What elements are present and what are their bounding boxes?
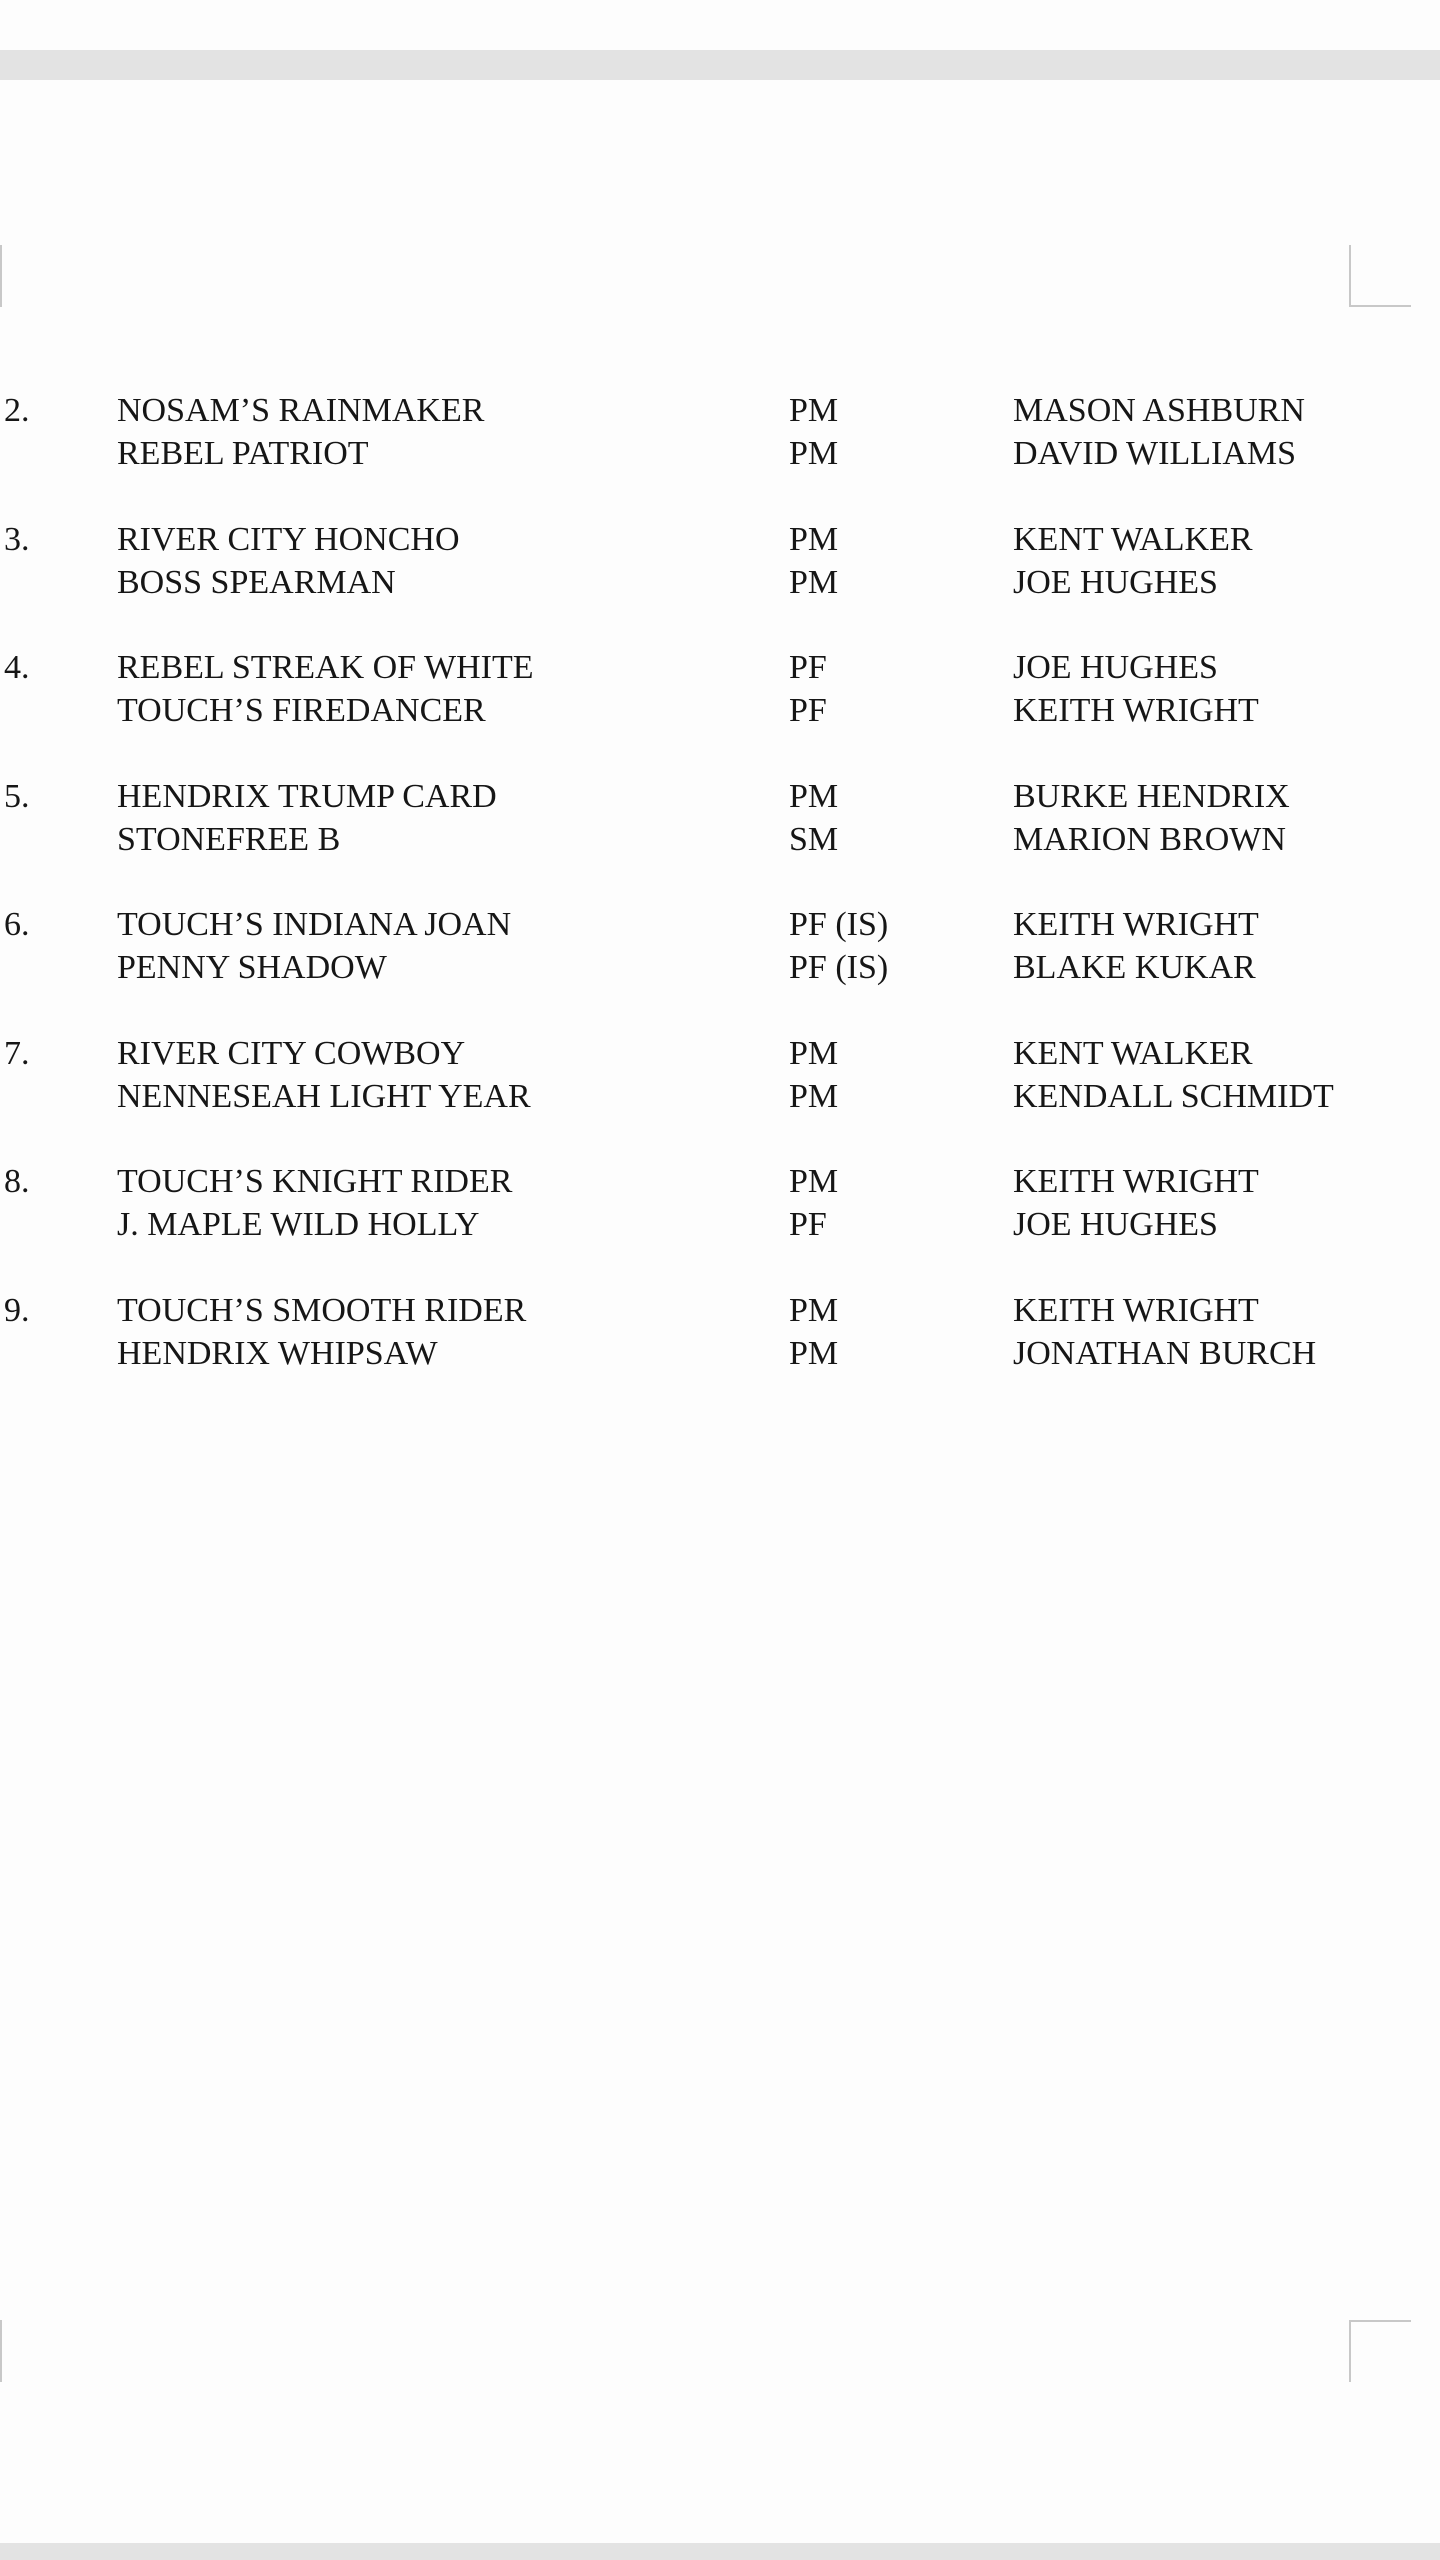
dog-class: PM [789,1334,839,1372]
brace-entry [0,775,1440,904]
brace-number: 3. [4,520,30,558]
brace-number: 8. [4,1163,30,1200]
dog-name: TOUCH’S INDIANA JOAN [117,906,512,943]
dog-name: REBEL STREAK OF WHITE [117,649,534,686]
dog-class: PM [789,1163,839,1200]
viewer-scroll-band-bottom [0,2543,1440,2560]
entry-line [0,1032,1440,1075]
handler-name: MARION BROWN [1013,820,1286,858]
handler-name: KEITH WRIGHT [1013,1163,1259,1200]
brace-entry [0,646,1440,775]
handler-name: JOE HUGHES [1013,563,1218,601]
entry-line [0,1332,1440,1375]
handler-name: MASON ASHBURN [1013,392,1305,429]
dog-name: TOUCH’S SMOOTH RIDER [117,1291,527,1329]
dog-name: NOSAM’S RAINMAKER [117,392,485,429]
brace-entry [0,518,1440,647]
brace-entry [0,1032,1440,1161]
brace-draw-list [0,389,1440,1417]
brace-entry [0,1160,1440,1289]
handler-name: BURKE HENDRIX [1013,777,1290,815]
dog-name: J. MAPLE WILD HOLLY [117,1206,480,1243]
dog-class: PM [789,1291,839,1329]
handler-name: JOE HUGHES [1013,1206,1218,1243]
handler-name: KEITH WRIGHT [1013,1291,1259,1329]
dog-class: PM [789,777,839,815]
entry-line [0,1075,1440,1118]
brace-number: 4. [4,649,30,686]
dog-class: PF [789,1206,827,1243]
dog-class: PM [789,563,839,601]
dog-name: REBEL PATRIOT [117,435,369,472]
entry-line [0,432,1440,475]
dog-name: HENDRIX WHIPSAW [117,1334,438,1372]
handler-name: KENT WALKER [1013,520,1253,558]
dog-class: PM [789,520,839,558]
page-margin-corner-top-right [1349,245,1411,307]
entry-line [0,689,1440,732]
entry-line [0,389,1440,432]
entry-line [0,1203,1440,1246]
entry-line [0,1160,1440,1203]
brace-entry [0,389,1440,518]
dog-name: TOUCH’S KNIGHT RIDER [117,1163,513,1200]
dog-class: SM [789,820,839,858]
handler-name: BLAKE KUKAR [1013,949,1256,986]
dog-class: PM [789,392,839,429]
brace-entry [0,1289,1440,1418]
brace-number: 5. [4,777,30,815]
entry-line [0,1289,1440,1332]
dog-class: PM [789,1034,839,1072]
page-margin-corner-top-left [0,245,2,307]
brace-entry [0,903,1440,1032]
brace-number: 2. [4,392,30,429]
dog-name: RIVER CITY HONCHO [117,520,460,558]
page-margin-corner-bottom-left [0,2320,2,2382]
dog-class: PM [789,435,839,472]
dog-name: TOUCH’S FIREDANCER [117,692,486,729]
dog-name: STONEFREE B [117,820,341,858]
dog-name: RIVER CITY COWBOY [117,1034,466,1072]
handler-name: KENDALL SCHMIDT [1013,1077,1334,1115]
handler-name: DAVID WILLIAMS [1013,435,1297,472]
brace-number: 7. [4,1034,30,1072]
viewer-scroll-band-top [0,50,1440,80]
dog-name: PENNY SHADOW [117,949,387,986]
dog-class: PF [789,649,827,686]
entry-line [0,903,1440,946]
handler-name: KENT WALKER [1013,1034,1253,1072]
brace-number: 9. [4,1291,30,1329]
page-margin-corner-bottom-right [1349,2320,1411,2382]
dog-name: BOSS SPEARMAN [117,563,396,601]
dog-class: PF (IS) [789,949,889,986]
entry-line [0,518,1440,561]
handler-name: JOE HUGHES [1013,649,1218,686]
entry-line [0,775,1440,818]
dog-name: HENDRIX TRUMP CARD [117,777,497,815]
entry-line [0,946,1440,989]
dog-class: PF [789,692,827,729]
entry-line [0,818,1440,861]
handler-name: KEITH WRIGHT [1013,692,1259,729]
dog-class: PF (IS) [789,906,889,943]
dog-name: NENNESEAH LIGHT YEAR [117,1077,531,1115]
handler-name: KEITH WRIGHT [1013,906,1259,943]
dog-class: PM [789,1077,839,1115]
entry-line [0,646,1440,689]
entry-line [0,561,1440,604]
handler-name: JONATHAN BURCH [1013,1334,1317,1372]
brace-number: 6. [4,906,30,943]
